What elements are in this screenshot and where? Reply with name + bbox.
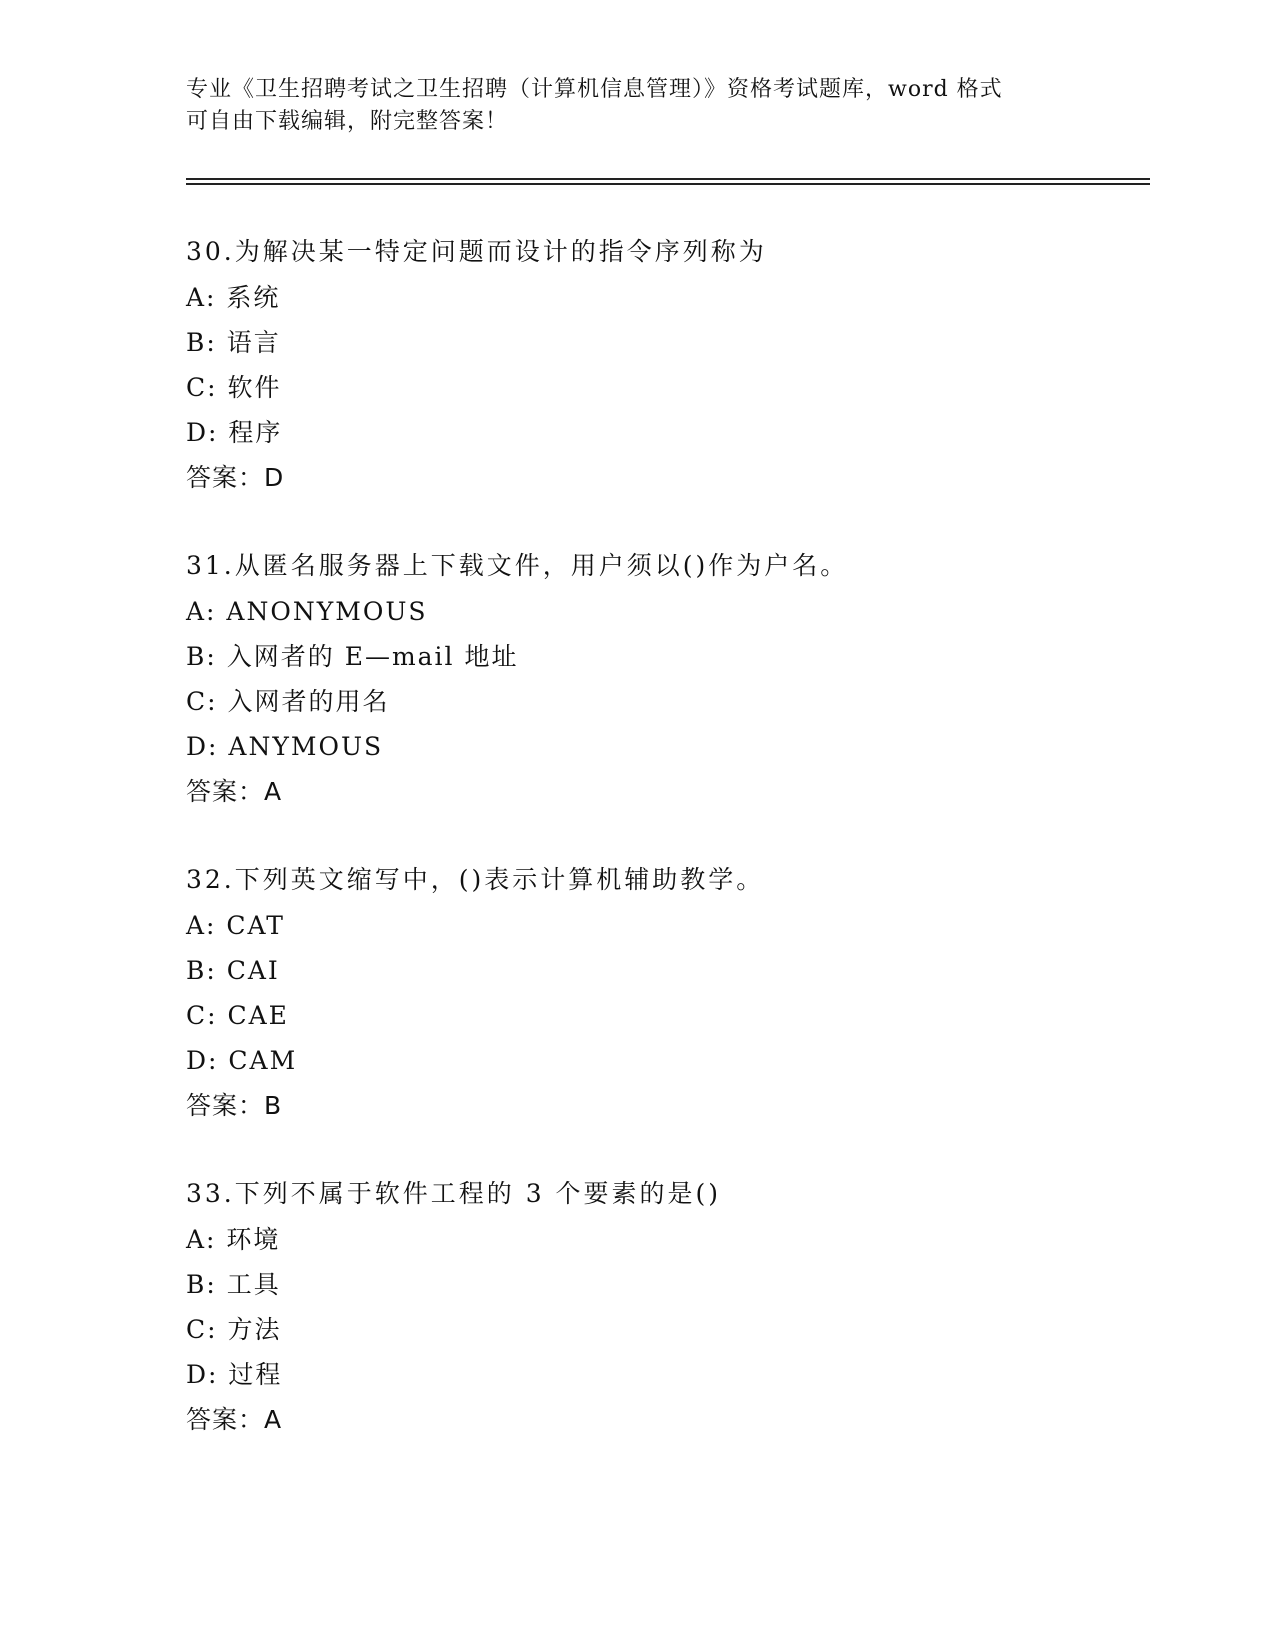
question-stem: 31.从匿名服务器上下载文件，用户须以()作为户名。: [186, 551, 849, 580]
question-stem: 33.下列不属于软件工程的 3 个要素的是(): [186, 1179, 722, 1208]
option-a: A: 系统: [186, 283, 281, 312]
option-c: C: 软件: [186, 373, 282, 402]
option-c: C: 入网者的用名: [186, 687, 390, 716]
question-stem: 30.为解决某一特定问题而设计的指令序列称为: [186, 237, 767, 266]
option-b: B: 入网者的 E—mail 地址: [186, 642, 519, 671]
question-30: [186, 236, 1150, 507]
option-c: C: 方法: [186, 1315, 282, 1344]
option-d: D: 程序: [186, 418, 283, 447]
option-d: D: CAM: [186, 1046, 298, 1075]
question-32: [186, 864, 1150, 1135]
document-header: [186, 74, 1086, 138]
option-a: A: 环境: [186, 1225, 281, 1254]
option-b: B: 工具: [186, 1270, 281, 1299]
question-31: [186, 550, 1150, 821]
answer-line: 答案：D: [186, 463, 285, 492]
question-33: [186, 1178, 1150, 1449]
option-a: A: ANONYMOUS: [186, 597, 428, 626]
option-b: B: 语言: [186, 328, 281, 357]
header-line-1: 专业《卫生招聘考试之卫生招聘（计算机信息管理）》资格考试题库，word 格式: [186, 77, 1003, 102]
option-b: B: CAI: [186, 956, 280, 985]
answer-line: 答案：A: [186, 1405, 283, 1434]
option-d: D: ANYMOUS: [186, 732, 384, 761]
option-a: A: CAT: [186, 911, 285, 940]
answer-line: 答案：A: [186, 777, 283, 806]
header-divider-top: [186, 178, 1150, 180]
question-stem: 32.下列英文缩写中，()表示计算机辅助教学。: [186, 865, 765, 894]
option-c: C: CAE: [186, 1001, 289, 1030]
answer-line: 答案：B: [186, 1091, 283, 1120]
header-line-2: 可自由下载编辑，附完整答案！: [186, 109, 509, 134]
header-divider-bottom: [186, 183, 1150, 185]
option-d: D: 过程: [186, 1360, 283, 1389]
